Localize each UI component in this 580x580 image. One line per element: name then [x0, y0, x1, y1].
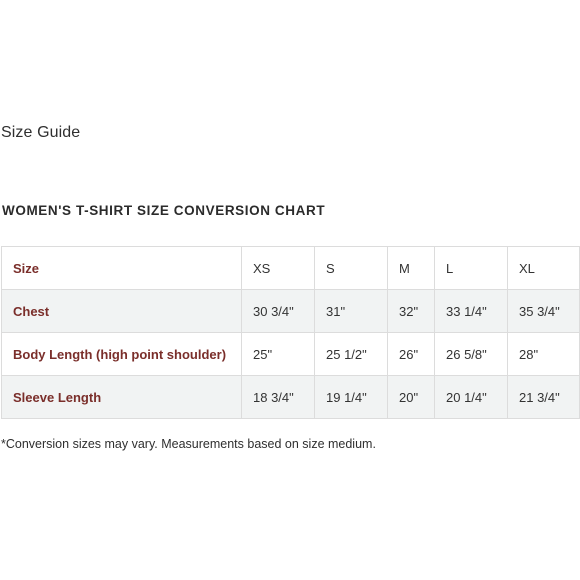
- table-header-row: [2, 247, 580, 290]
- footnote: *Conversion sizes may vary. Measurements based on size medium.: [1, 437, 376, 451]
- table-cell: 28": [508, 333, 580, 376]
- table-cell: 26 5/8": [435, 333, 508, 376]
- table-cell: 33 1/4": [435, 290, 508, 333]
- chart-heading: WOMEN'S T-SHIRT SIZE CONVERSION CHART: [2, 203, 326, 218]
- row-label-sleeve-length: Sleeve Length: [2, 376, 242, 419]
- page-title: Size Guide: [1, 124, 81, 141]
- table-cell: 25": [242, 333, 315, 376]
- table-cell: 32": [388, 290, 435, 333]
- size-header-xs: XS: [242, 247, 315, 290]
- size-header-l: L: [435, 247, 508, 290]
- size-header-s: S: [315, 247, 388, 290]
- table-cell: 21 3/4": [508, 376, 580, 419]
- table-cell: 26": [388, 333, 435, 376]
- table-row-chest: [2, 290, 580, 333]
- table-cell: 31": [315, 290, 388, 333]
- row-label-chest: Chest: [2, 290, 242, 333]
- table-cell: 25 1/2": [315, 333, 388, 376]
- table-row-body-length: [2, 333, 580, 376]
- table-cell: 20 1/4": [435, 376, 508, 419]
- table-cell: 20": [388, 376, 435, 419]
- table-cell: 19 1/4": [315, 376, 388, 419]
- size-conversion-table: [1, 246, 580, 419]
- table-row-sleeve-length: [2, 376, 580, 419]
- table-cell: 35 3/4": [508, 290, 580, 333]
- table-cell: 18 3/4": [242, 376, 315, 419]
- row-label-body-length: Body Length (high point shoulder): [2, 333, 242, 376]
- header-size-label: Size: [2, 247, 242, 290]
- table-cell: 30 3/4": [242, 290, 315, 333]
- size-header-m: M: [388, 247, 435, 290]
- size-header-xl: XL: [508, 247, 580, 290]
